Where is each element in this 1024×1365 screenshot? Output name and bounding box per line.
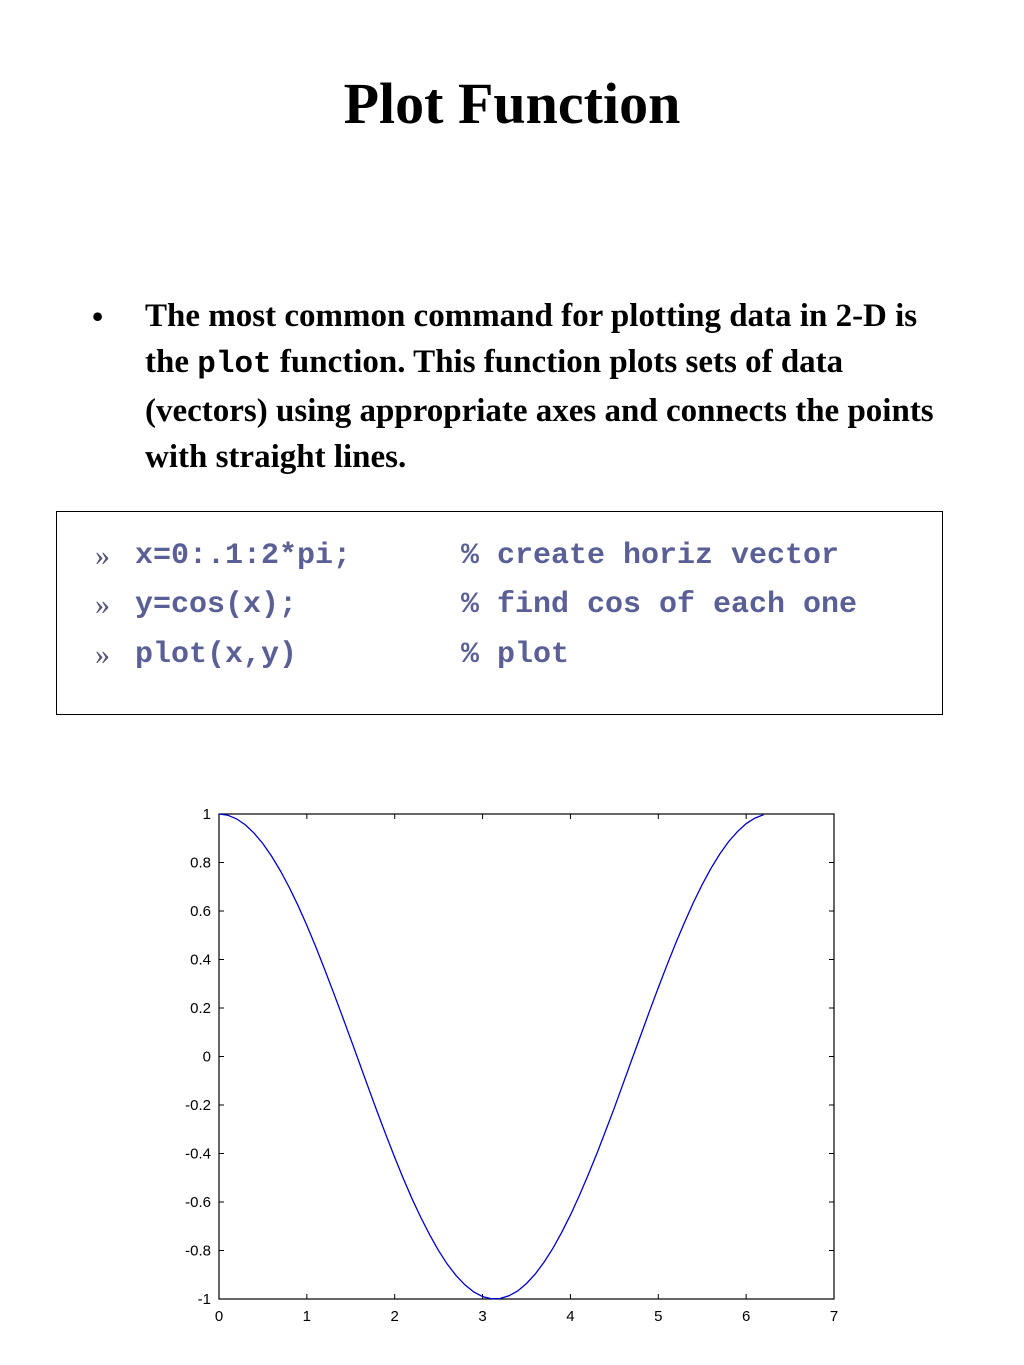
code-command: x=0:.1:2*pi; [135, 539, 352, 573]
code-command: y=cos(x); [135, 588, 298, 622]
code-comment: % find cos of each one [461, 588, 858, 622]
prompt-symbol: » [95, 638, 110, 671]
x-tick-label: 5 [654, 1308, 663, 1325]
y-tick-label: 0 [202, 1048, 211, 1066]
bullet-text-part2: function. This function plots sets of data (vectors) using appropriate axes and connects the points with straight lines. [145, 344, 934, 475]
x-tick-label: 3 [478, 1308, 487, 1325]
y-tick-label: 0.4 [190, 951, 211, 969]
x-tick-label: 6 [741, 1308, 751, 1325]
bullet-text-part1: The most common command for plotting data in 2-D is the [145, 298, 918, 380]
y-tick-label: -0.4 [185, 1145, 211, 1163]
cosine-series-line [219, 814, 764, 1299]
y-tick-label: 1 [202, 806, 211, 823]
x-tick-label: 7 [829, 1308, 839, 1325]
x-tick-label: 0 [214, 1308, 224, 1325]
y-tick-label: 0.8 [190, 854, 211, 872]
x-tick-label: 2 [390, 1308, 399, 1325]
code-comment: % plot [461, 638, 570, 672]
code-command: plot(x,y) [135, 638, 298, 672]
y-tick-label: 0.6 [190, 903, 211, 920]
y-tick-label: -0.6 [185, 1194, 211, 1211]
plot-frame [219, 814, 834, 1299]
y-tick-label: 0.2 [190, 1000, 211, 1017]
prompt-symbol: » [95, 539, 110, 572]
x-tick-label: 4 [566, 1308, 575, 1325]
slide-title: Plot Function [343, 71, 681, 136]
y-tick-label: -0.2 [185, 1097, 211, 1114]
code-comment: % create horiz vector [461, 539, 840, 573]
prompt-symbol: » [95, 588, 110, 621]
bullet-symbol: • [92, 298, 104, 334]
y-tick-label: -0.8 [185, 1242, 211, 1260]
bullet-code-keyword: plot [197, 347, 272, 382]
y-tick-label: -1 [197, 1291, 211, 1308]
x-tick-label: 1 [302, 1308, 312, 1325]
